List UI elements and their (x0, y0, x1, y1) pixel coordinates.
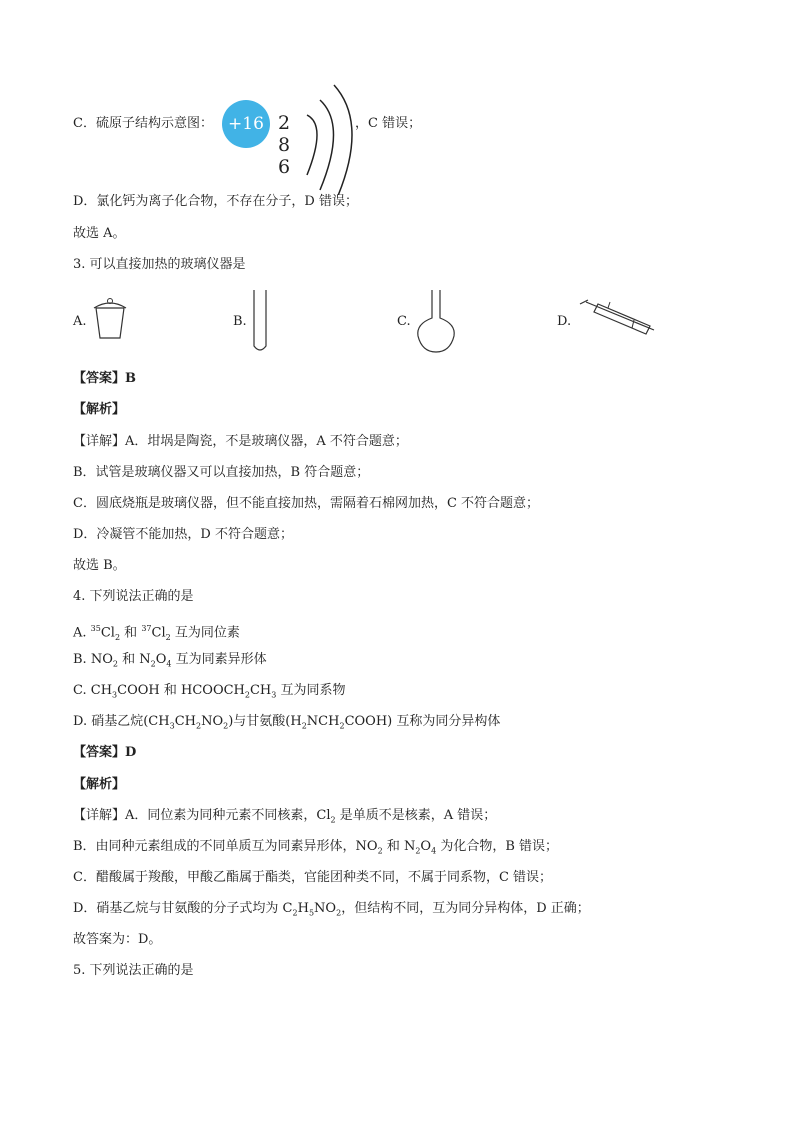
analysis-4: 【解析】 (73, 777, 126, 792)
q3-option-a: A. (73, 314, 87, 329)
detail-3b: B．试管是玻璃仪器又可以直接加热，B 符合题意； (73, 465, 370, 480)
electron-shells: 2 8 6 (278, 112, 302, 178)
final-answer: 故答案为：D。 (73, 932, 162, 947)
question-5: 5. 下列说法正确的是 (73, 963, 194, 978)
analysis-3: 【解析】 (73, 402, 126, 417)
question-3: 3. 可以直接加热的玻璃仪器是 (73, 257, 246, 272)
choose-b: 故选 B。 (73, 558, 126, 573)
detail-3c: C．圆底烧瓶是玻璃仪器，但不能直接加热，需隔着石棉网加热，C 不符合题意； (73, 496, 540, 511)
answer-3: 【答案】B (73, 371, 136, 386)
q3-option-c: C. (397, 314, 411, 329)
detail-3d: D．冷凝管不能加热，D 不符合题意； (73, 527, 293, 542)
detail-3a: 【详解】A．坩埚是陶瓷，不是玻璃仪器，A 不符合题意； (73, 434, 408, 449)
round-bottom-flask-icon (414, 288, 458, 354)
line-d1: D．氯化钙为离子化合物，不存在分子，D 错误； (73, 194, 358, 209)
q4-option-d: D. 硝基乙烷$(CH_3CH_2NO_2)$与甘氨酸$(H_2NCH_2COOH)$ 互称为同分异构体 (73, 714, 501, 731)
detail-4c: C．醋酸属于羧酸，甲酸乙酯属于酯类，官能团种类不同，不属于同系物，C 错误； (73, 870, 553, 885)
q3-option-b: B. (233, 314, 247, 329)
question-4: 4. 下列说法正确的是 (73, 589, 194, 604)
crucible-icon (90, 296, 130, 342)
condenser-icon (578, 298, 660, 346)
q3-option-d: D. (557, 314, 572, 329)
option-c-suffix: ，C 错误； (355, 116, 422, 131)
detail-4b: B．由同种元素组成的不同单质互为同素异形体，$NO_2$ 和 $N_2O_4$ 为化合物，B 错误； (73, 839, 559, 856)
choose-a: 故选 A。 (73, 226, 126, 241)
q4-option-b: B. $NO_2$ 和 $N_2O_4$ 互为同素异形体 (73, 652, 267, 669)
option-c-atom-line: C．硫原子结构示意图： (73, 116, 213, 131)
detail-4d: D．硝基乙烷与甘氨酸的分子式均为 $C_2H_5NO_2$，但结构不同，互为同分异构体，D 正确； (73, 901, 590, 918)
test-tube-icon (250, 288, 270, 354)
q4-option-c: C. $CH_3COOH$ 和 $HCOOCH_2CH_3$ 互为同系物 (73, 683, 346, 700)
detail-4a: 【详解】A．同位素为同种元素不同核素，$Cl_2$ 是单质不是核素，A 错误； (73, 808, 497, 825)
nucleus: +16 (222, 100, 270, 148)
q4-option-a: A. $^{35}Cl_2$ 和 $^{37}Cl_2$ 互为同位素 (73, 624, 240, 642)
answer-4: 【答案】D (73, 745, 137, 760)
